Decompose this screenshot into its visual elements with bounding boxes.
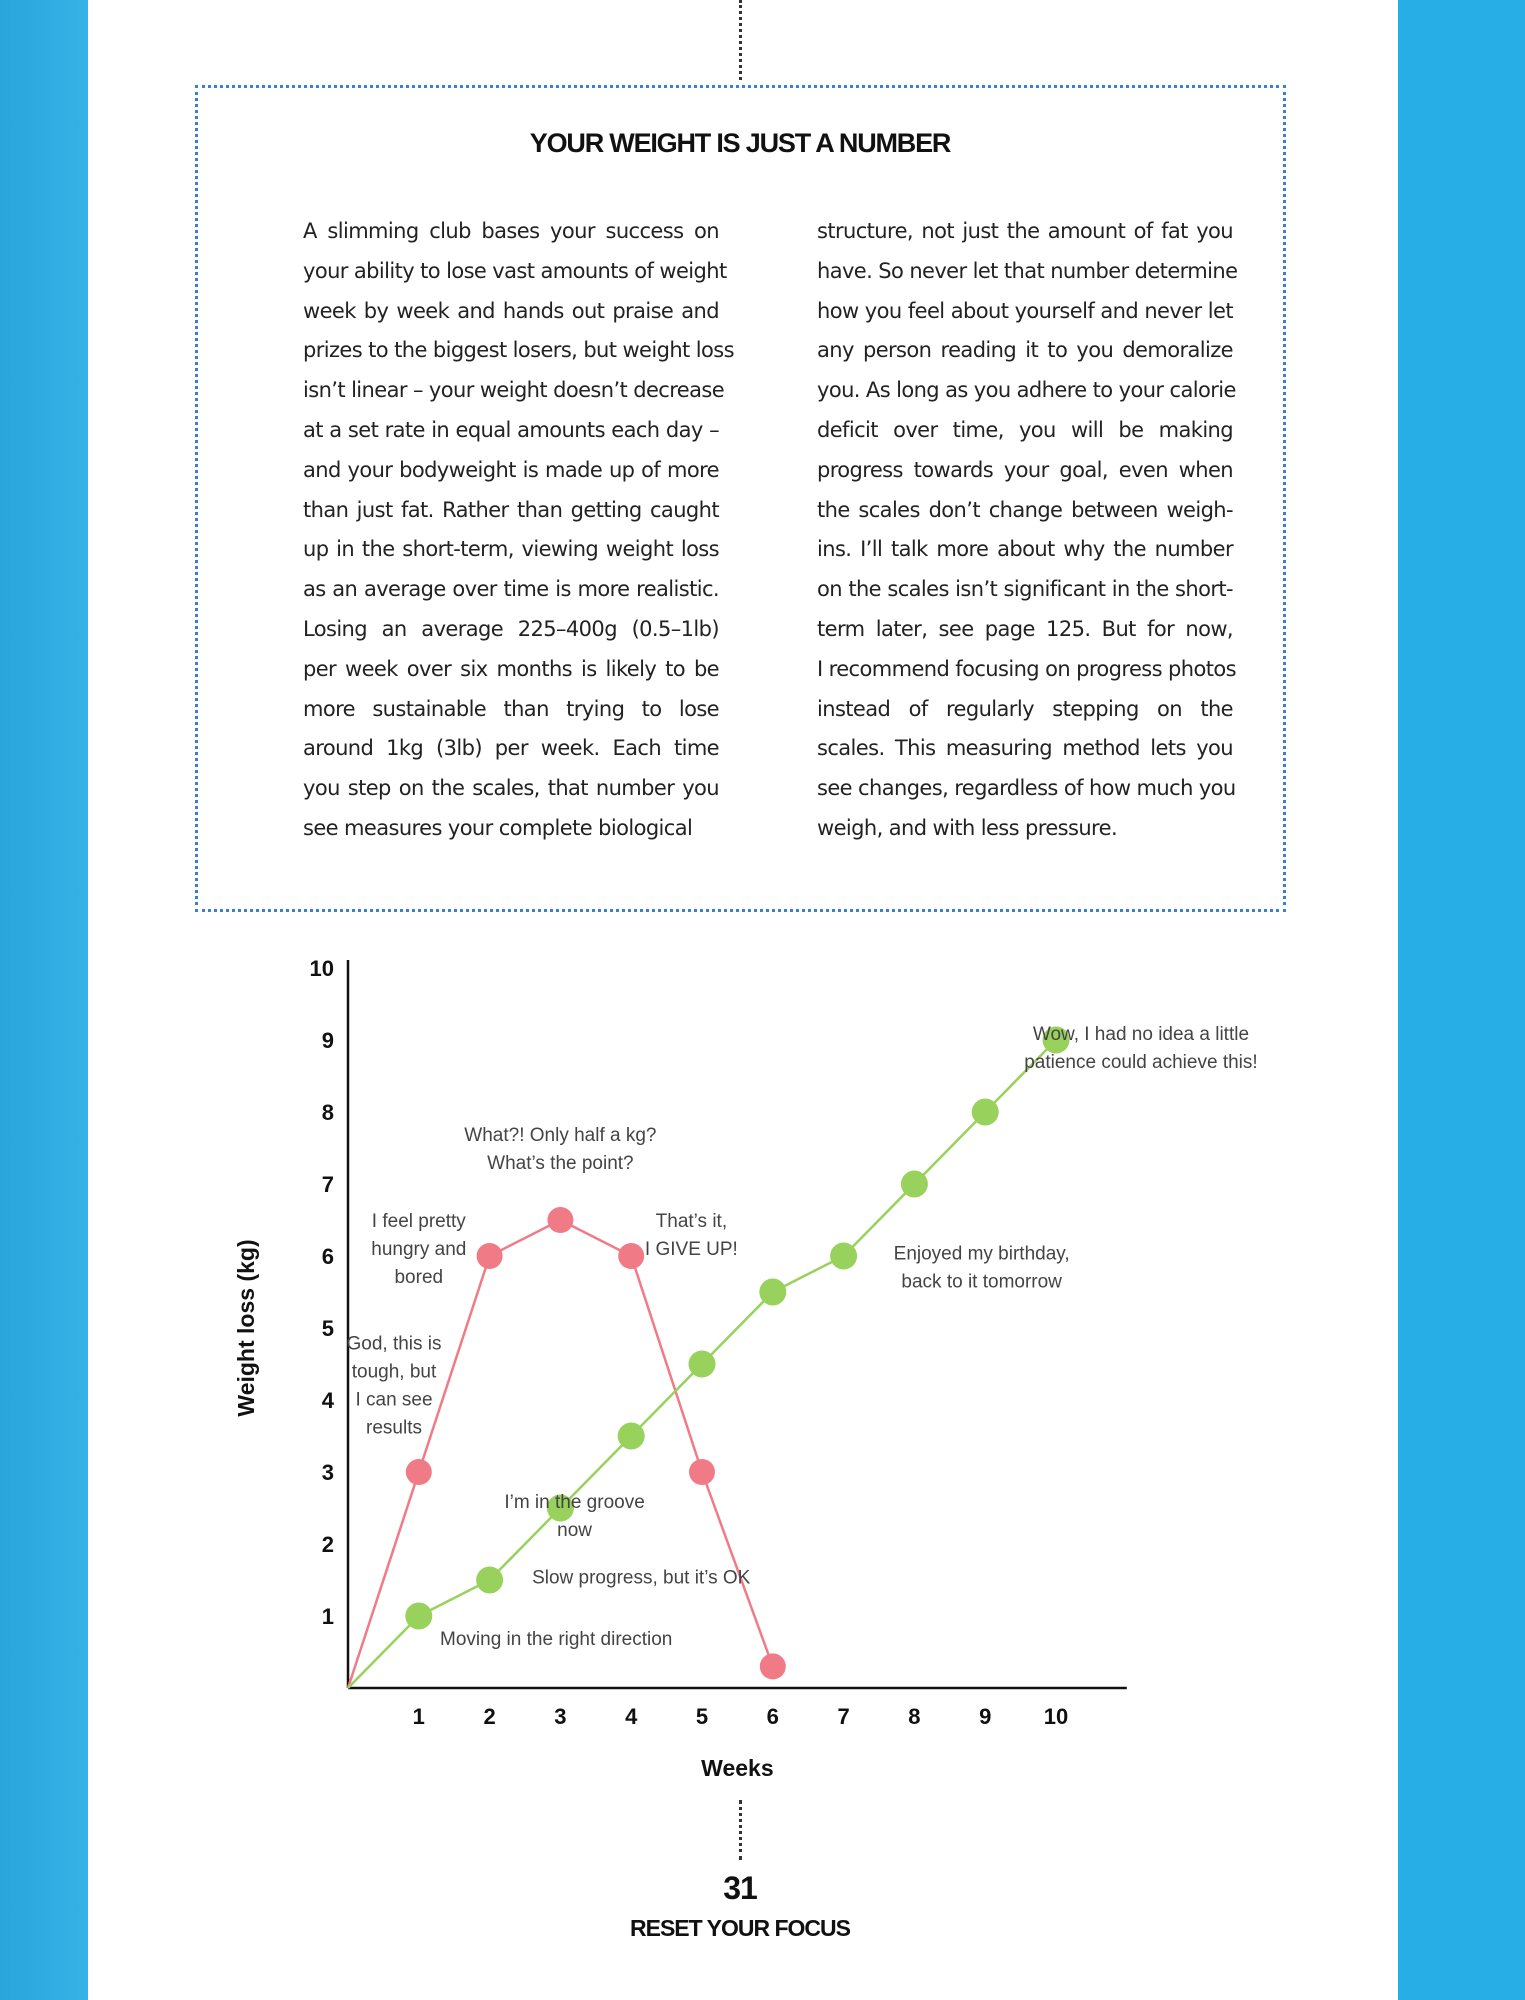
y-tick-label: 2 — [321, 1532, 334, 1557]
x-tick-label: 7 — [837, 1704, 850, 1729]
chart-annotation-line: I GIVE UP! — [644, 1239, 738, 1261]
chart-annotation-line: hungry and — [371, 1239, 467, 1261]
data-point-red — [618, 1243, 644, 1269]
bottom-dotted-connector — [739, 1800, 742, 1860]
body-text-line: term later, see page 125. But for now, — [817, 616, 1233, 641]
chart-annotation-line: Moving in the right direction — [440, 1628, 673, 1650]
chart-annotation-line: Wow, I had no idea a little — [1032, 1024, 1250, 1045]
chart-annotation-line: God, this is — [346, 1333, 442, 1355]
chart-annotation-line: bored — [394, 1267, 444, 1289]
section-title: RESET YOUR FOCUS — [630, 1915, 850, 1941]
y-tick-label: 7 — [321, 1172, 334, 1197]
chart-annotation-line: patience could achieve this! — [1024, 1052, 1258, 1073]
chart-annotation-line: back to it tomorrow — [901, 1271, 1062, 1293]
body-text-line: more sustainable than trying to lose — [303, 696, 719, 721]
data-point-green — [830, 1243, 857, 1270]
chart-annotation-line: Enjoyed my birthday, — [893, 1243, 1070, 1265]
x-tick-label: 6 — [766, 1704, 779, 1729]
chart-annotation-line: That’s it, — [655, 1211, 728, 1233]
body-text-line: on the scales isn’t significant in the short- — [817, 577, 1233, 602]
data-point-green — [405, 1603, 432, 1630]
data-point-red — [477, 1243, 503, 1269]
y-tick-label: 4 — [321, 1388, 334, 1413]
y-tick-label: 8 — [321, 1100, 334, 1125]
body-text-line: ins. I’ll talk more about why the number — [817, 537, 1233, 562]
body-text-line: instead of regularly stepping on the — [817, 696, 1233, 721]
chart-annotation-line: I feel pretty — [371, 1211, 466, 1233]
x-tick-label: 9 — [979, 1704, 992, 1729]
data-point-green — [759, 1279, 786, 1306]
x-tick-label: 10 — [1043, 1704, 1069, 1729]
y-tick-label: 5 — [321, 1316, 334, 1341]
body-text-line: at a set rate in equal amounts each day – — [303, 417, 719, 442]
data-point-green — [476, 1567, 503, 1594]
x-tick-label: 3 — [554, 1704, 567, 1729]
body-text-line: you. As long as you adhere to your calorie — [817, 378, 1236, 403]
body-text-line: structure, not just the amount of fat you — [817, 219, 1233, 243]
body-text-line: as an average over time is more realistic. — [303, 577, 719, 602]
body-text-line: the scales don’t change between weigh- — [817, 497, 1233, 522]
body-text-line: A slimming club bases your success on — [303, 219, 719, 243]
body-text-line: up in the short-term, viewing weight loss — [303, 537, 719, 562]
chart-annotation-line: results — [366, 1417, 423, 1439]
chart-annotation-line: Slow progress, but it’s OK — [532, 1567, 751, 1589]
data-point-red — [689, 1459, 715, 1485]
body-text-line: and your bodyweight is made up of more — [303, 457, 719, 482]
y-tick-label: 10 — [309, 956, 334, 981]
body-text-line: weigh, and with less pressure. — [817, 815, 1118, 840]
body-text-line: week by week and hands out praise and — [303, 298, 719, 323]
x-axis-label: Weeks — [701, 1755, 774, 1781]
x-tick-label: 4 — [625, 1704, 638, 1729]
data-point-red — [760, 1653, 786, 1679]
body-text-line: prizes to the biggest losers, but weight loss — [303, 338, 734, 363]
body-text-line: scales. This measuring method lets you — [817, 736, 1233, 761]
body-text-line: see measures your complete biological — [303, 815, 693, 840]
chart-annotation-line: What?! Only half a kg? — [464, 1124, 657, 1146]
chart-annotation-line: now — [557, 1520, 592, 1541]
body-text-line: progress towards your goal, even when — [817, 457, 1233, 482]
y-tick-label: 3 — [321, 1460, 334, 1485]
x-tick-label: 2 — [483, 1704, 496, 1729]
body-text-line: deficit over time, you will be making — [817, 417, 1233, 442]
body-text-line: how you feel about yourself and never let — [817, 298, 1233, 323]
body-text-line: Losing an average 225–400g (0.5–1lb) — [303, 616, 719, 641]
data-point-green — [618, 1423, 645, 1450]
y-axis-label: Weight loss (kg) — [233, 1239, 259, 1417]
chart-annotation-line: I can see — [355, 1389, 433, 1411]
y-tick-label: 6 — [321, 1244, 334, 1269]
body-text-line: any person reading it to you demoralize — [817, 338, 1233, 363]
data-point-red — [406, 1459, 432, 1485]
x-tick-label: 5 — [695, 1704, 709, 1729]
body-text-line: than just fat. Rather than getting caught — [303, 497, 719, 522]
page-number: 31 — [723, 1870, 757, 1906]
body-text-line: I recommend focusing on progress photos — [817, 656, 1236, 681]
chart-annotation-line: tough, but — [351, 1361, 437, 1383]
body-text-line: per week over six months is likely to be — [303, 656, 719, 681]
chart-annotation-line: What’s the point? — [487, 1152, 634, 1174]
body-text-line: see changes, regardless of how much you — [817, 776, 1236, 801]
data-point-green — [689, 1351, 716, 1378]
chart-annotation-line: I’m in the groove — [504, 1492, 645, 1513]
x-tick-label: 1 — [412, 1704, 425, 1729]
body-text-line: isn’t linear – your weight doesn’t decrease — [303, 378, 725, 403]
data-point-red — [547, 1207, 573, 1233]
box-title: YOUR WEIGHT IS JUST A NUMBER — [529, 128, 951, 158]
y-tick-label: 9 — [321, 1028, 334, 1053]
data-point-green — [972, 1099, 999, 1126]
y-tick-label: 1 — [321, 1604, 334, 1629]
body-text-line: your ability to lose vast amounts of weight — [303, 258, 727, 283]
body-text-line: around 1kg (3lb) per week. Each time — [303, 736, 719, 761]
body-text-line: you step on the scales, that number you — [303, 776, 719, 801]
x-tick-label: 8 — [908, 1704, 921, 1729]
data-point-green — [901, 1171, 928, 1198]
body-text-line: have. So never let that number determine — [817, 258, 1238, 283]
